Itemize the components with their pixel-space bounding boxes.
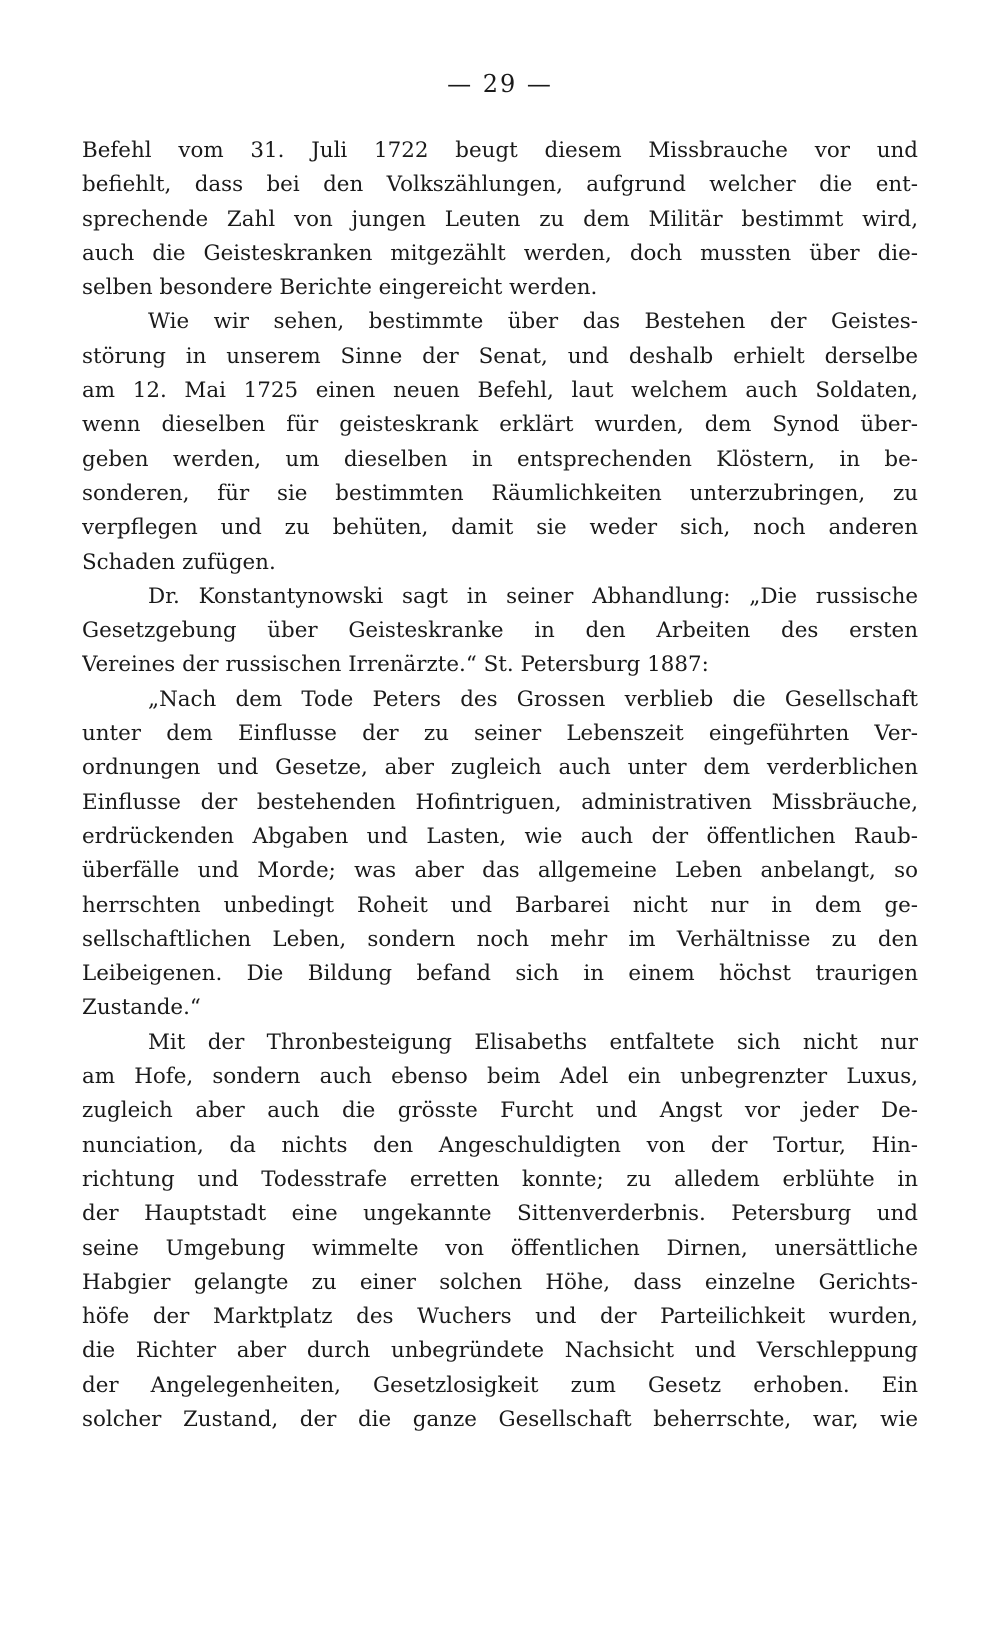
text-line: zugleich aber auch die grösste Furcht und Angst vor jeder De-	[82, 1098, 918, 1124]
text-line: verpflegen und zu behüten, damit sie weder sich, noch anderen	[82, 515, 918, 541]
text-line: nunciation, da nichts den Angeschuldigten von der Tortur, Hin-	[82, 1132, 918, 1158]
text-line: auch die Geisteskranken mitgezählt werden, doch mussten über die-	[82, 240, 918, 266]
text-line: die Richter aber durch unbegründete Nachsicht und Verschleppung	[82, 1338, 918, 1364]
text-line: solcher Zustand, der die ganze Gesellschaft beherrschte, war, wie	[82, 1406, 918, 1432]
text-line: Zustande.“	[82, 995, 201, 1021]
text-line: seine Umgebung wimmelte von öffentlichen Dirnen, unersättliche	[82, 1235, 918, 1261]
text-line: unter dem Einflusse der zu seiner Lebenszeit eingeführten Ver-	[82, 721, 918, 747]
text-line: der Hauptstadt eine ungekannte Sittenverderbnis. Petersburg und	[82, 1201, 918, 1227]
text-line: Befehl vom 31. Juli 1722 beugt diesem Missbrauche vor und	[82, 138, 918, 163]
text-line: Dr. Konstantynowski sagt in seiner Abhandlung: „Die russische	[148, 583, 918, 609]
text-line: sonderen, für sie bestimmten Räumlichkeiten unterzubringen, zu	[82, 480, 918, 506]
text-line: „Nach dem Tode Peters des Grossen verblieb die Gesellschaft	[148, 686, 918, 712]
text-line: sprechende Zahl von jungen Leuten zu dem Militär bestimmt wird,	[82, 206, 918, 232]
text-line: Vereines der russischen Irrenärzte.“ St. Petersburg 1887:	[82, 652, 709, 678]
text-line: herrschten unbedingt Roheit und Barbarei nicht nur in dem ge-	[82, 892, 918, 918]
text-line: erdrückenden Abgaben und Lasten, wie auch der öffentlichen Raub-	[82, 823, 918, 849]
text-line: sellschaftlichen Leben, sondern noch mehr im Verhältnisse zu den	[82, 926, 918, 952]
text-line: befiehlt, dass bei den Volkszählungen, aufgrund welcher die ent-	[82, 172, 918, 198]
text-line: der Angelegenheiten, Gesetzlosigkeit zum Gesetz erhoben. Ein	[82, 1372, 918, 1398]
text-line: überfälle und Morde; was aber das allgemeine Leben anbelangt, so	[82, 858, 918, 884]
page-number: — 29 —	[447, 70, 553, 98]
text-line: Mit der Thronbesteigung Elisabeths entfaltete sich nicht nur	[148, 1029, 918, 1055]
text-line: richtung und Todesstrafe erretten konnte; zu alledem erblühte in	[82, 1166, 918, 1192]
text-line: Gesetzgebung über Geisteskranke in den Arbeiten des ersten	[82, 618, 918, 644]
text-line: Schaden zufügen.	[82, 549, 276, 575]
text-line: höfe der Marktplatz des Wuchers und der Parteilichkeit wurden,	[82, 1304, 918, 1330]
text-line: wenn dieselben für geisteskrank erklärt wurden, dem Synod über-	[82, 412, 918, 438]
text-line: Wie wir sehen, bestimmte über das Bestehen der Geistes-	[148, 309, 918, 335]
text-line: Leibeigenen. Die Bildung befand sich in einem höchst traurigen	[82, 961, 918, 987]
text-line: selben besondere Berichte eingereicht werden.	[82, 275, 598, 301]
text-line: am Hofe, sondern auch ebenso beim Adel ein unbegrenzter Luxus,	[82, 1064, 918, 1090]
text-line: geben werden, um dieselben in entsprechenden Klöstern, in be-	[82, 446, 918, 472]
text-line: ordnungen und Gesetze, aber zugleich auch unter dem verderblichen	[82, 755, 918, 781]
text-line: störung in unserem Sinne der Senat, und deshalb erhielt derselbe	[82, 343, 918, 369]
body-text	[82, 134, 918, 1437]
text-line: am 12. Mai 1725 einen neuen Befehl, laut welchem auch Soldaten,	[82, 378, 918, 404]
text-line: Habgier gelangte zu einer solchen Höhe, dass einzelne Gerichts-	[82, 1269, 918, 1295]
text-line: Einflusse der bestehenden Hofintriguen, administrativen Missbräuche,	[82, 789, 918, 815]
